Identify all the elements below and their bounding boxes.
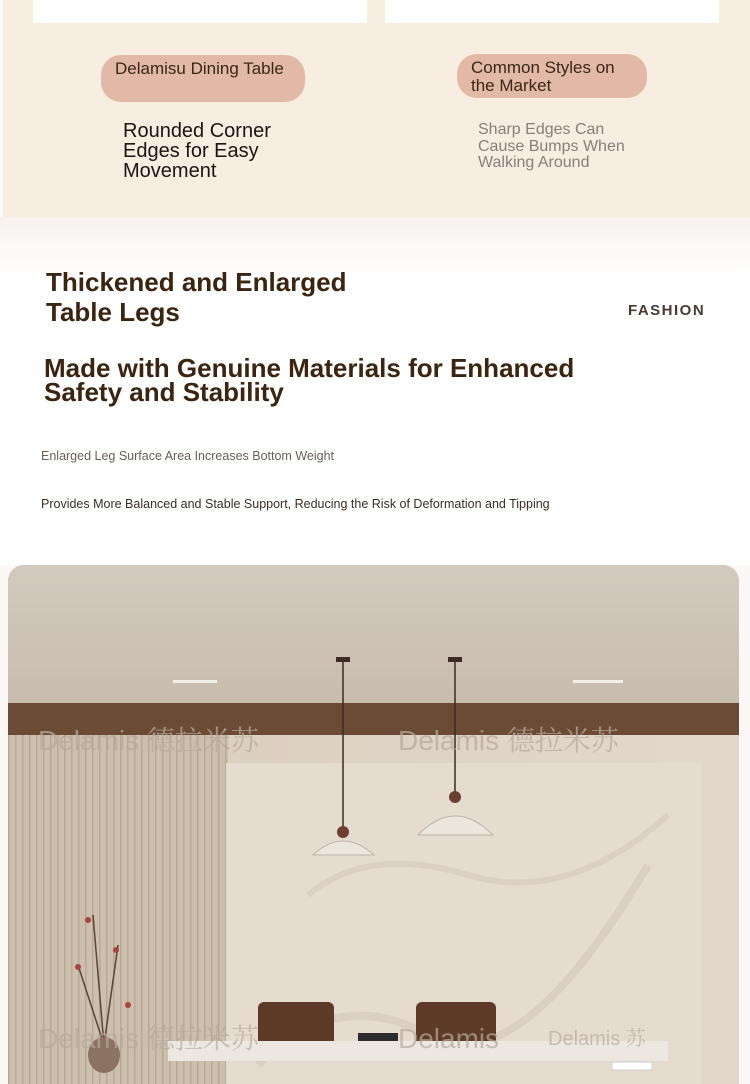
materials-heading: Made with Genuine Materials for Enhanced Safety and Stability [44, 353, 575, 407]
rounded-corner-text: Rounded Corner Edges for Easy Movement [123, 120, 271, 182]
watermark: Delamis 德拉米苏 [38, 725, 259, 756]
common-styles-label: Common Styles on the Market [457, 54, 647, 98]
watermark: Delamis 苏 [548, 1028, 646, 1050]
right-card-image [385, 0, 719, 23]
stable-support-text: Provides More Balanced and Stable Support, Reducing the Risk of Deformation and Tipping [41, 497, 550, 511]
fashion-logo: FASHION [628, 302, 706, 319]
watermark: Delamis [398, 1023, 500, 1054]
sharp-edges-text: Sharp Edges Can Cause Bumps When Walking Around [478, 121, 625, 171]
features-section [0, 217, 750, 565]
watermark: Delamis 德拉米苏 [398, 725, 619, 756]
comparison-section [3, 0, 750, 217]
watermark: Delamis 德拉米苏 [38, 1023, 259, 1054]
left-card-image [33, 0, 367, 23]
leg-surface-text: Enlarged Leg Surface Area Increases Bottom Weight [41, 449, 334, 463]
legs-heading: Thickened and Enlarged Table Legs [46, 267, 347, 327]
delamisu-label: Delamisu Dining Table [101, 55, 305, 102]
dining-room-photo [8, 565, 739, 1084]
